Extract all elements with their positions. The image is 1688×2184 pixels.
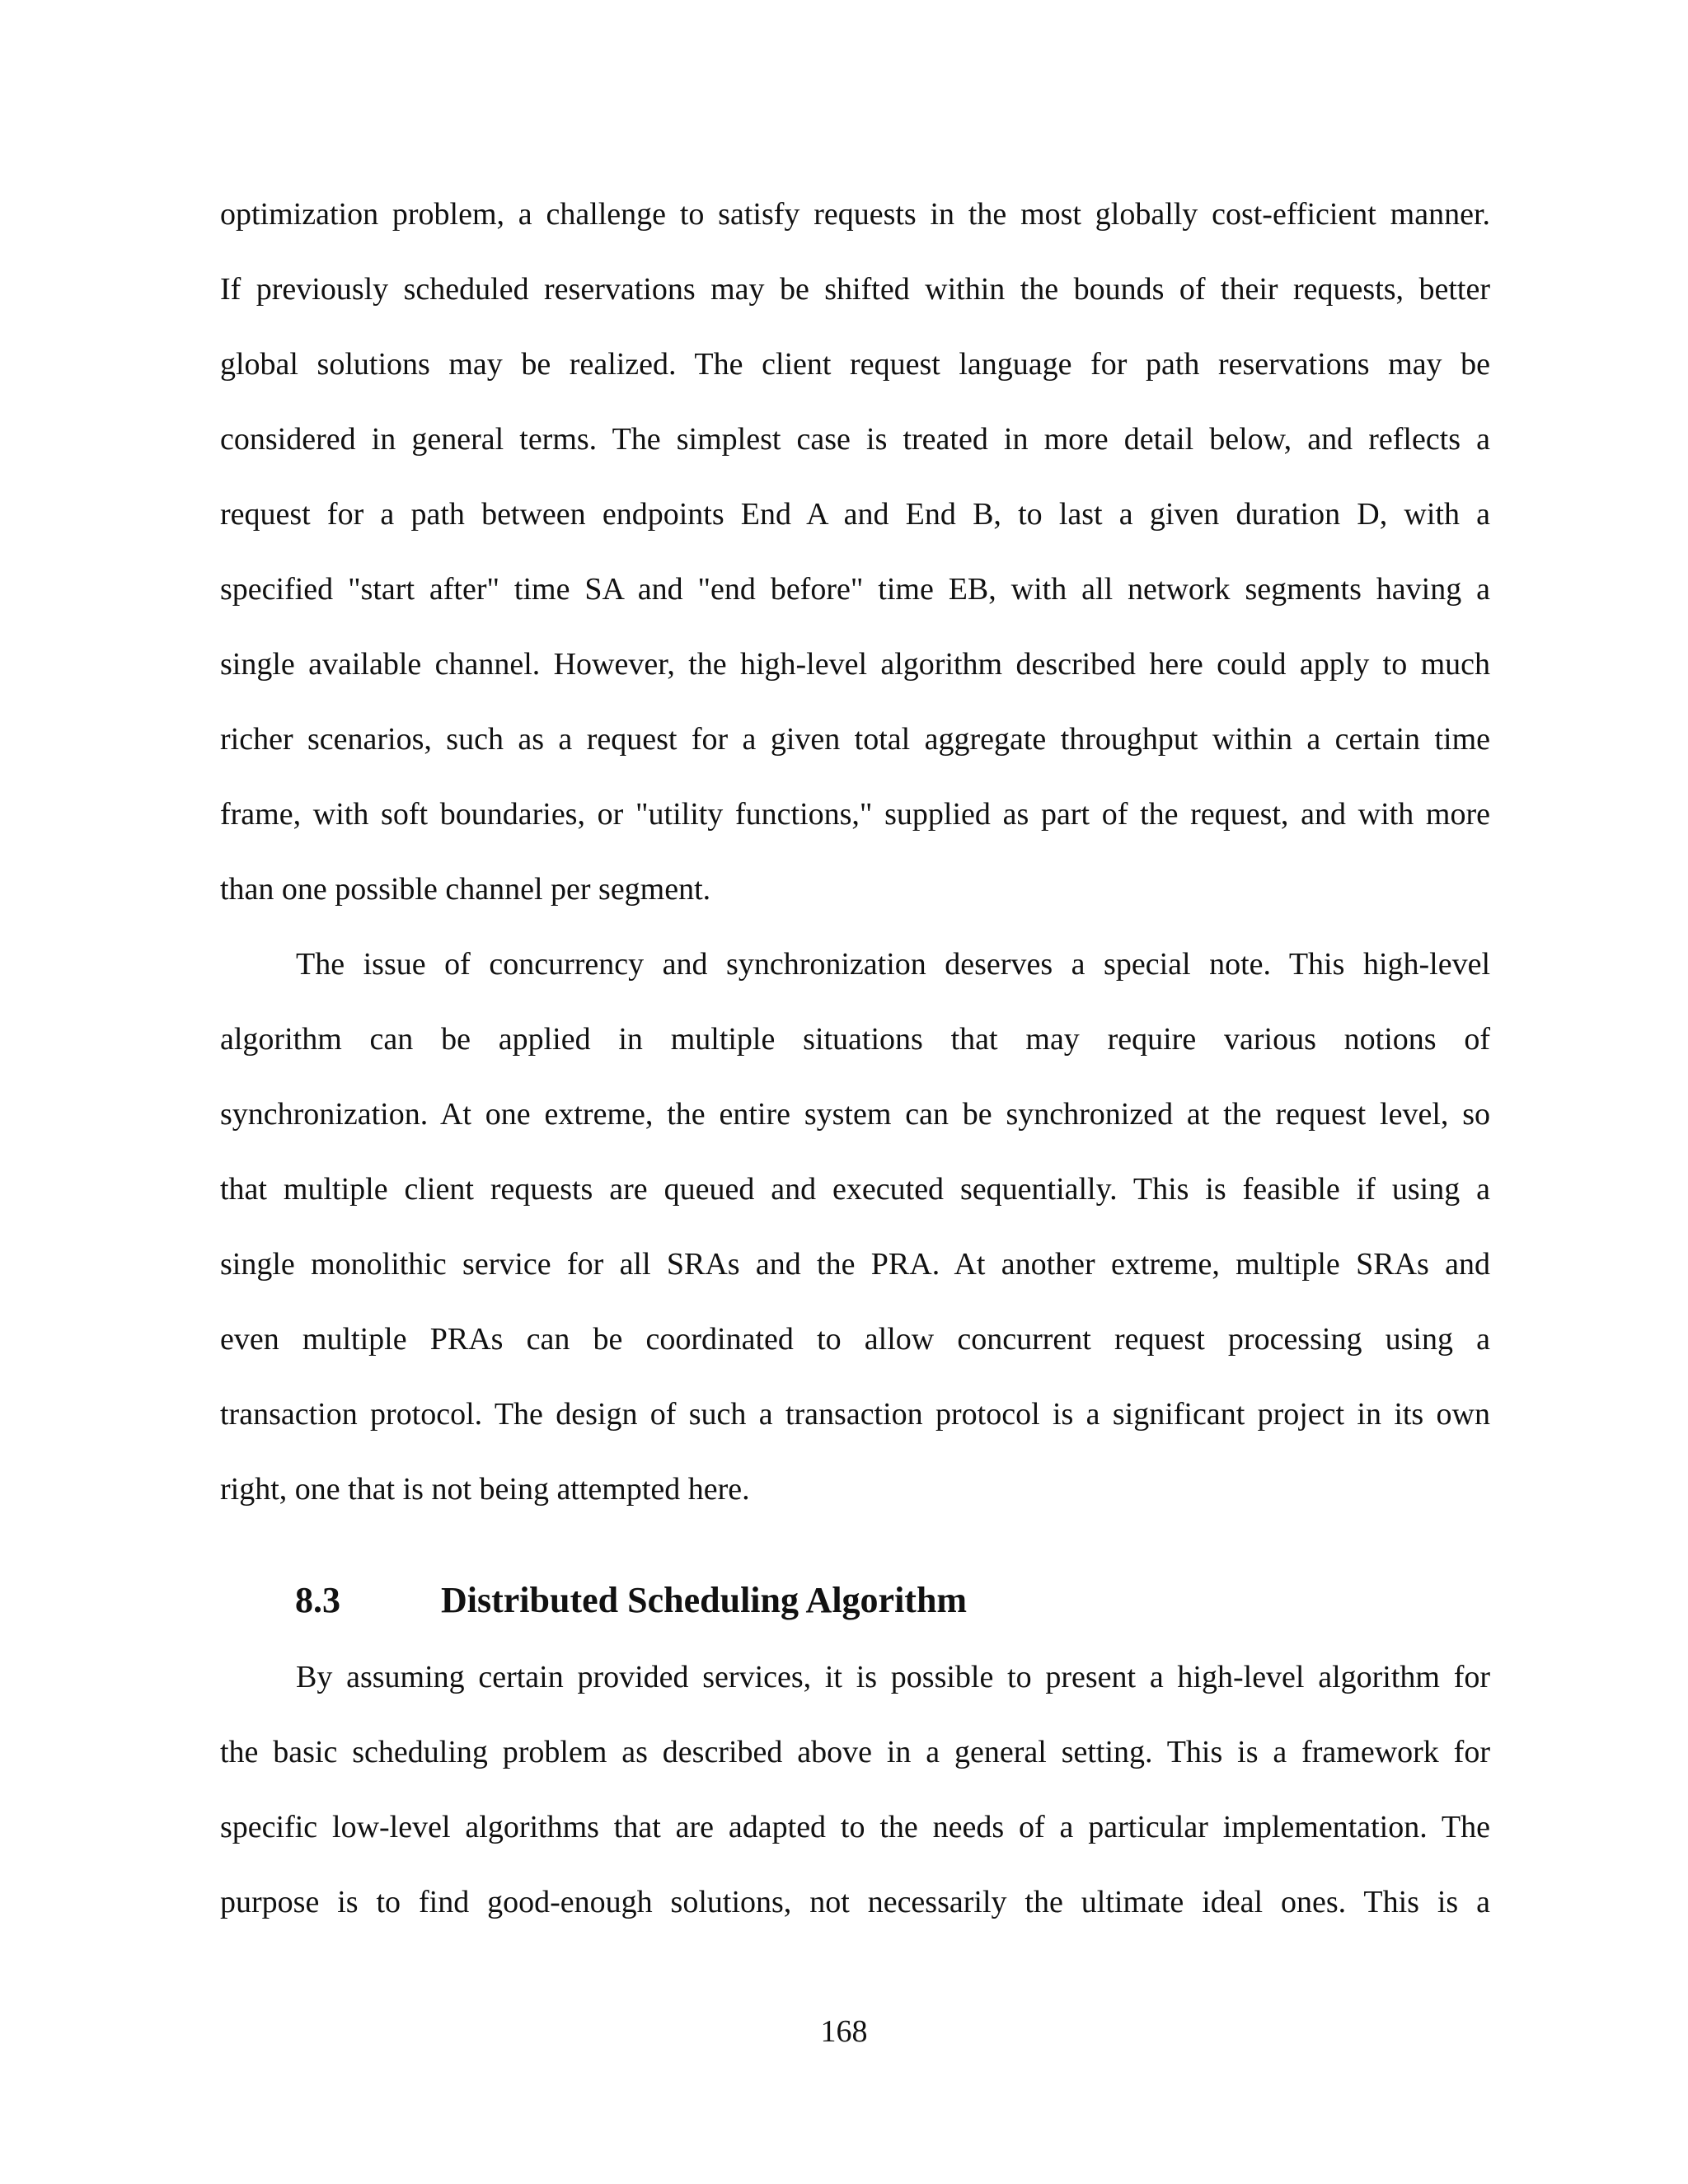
text-line: global solutions may be realized. The client request language for path reservations may be: [220, 347, 1490, 382]
text-line: considered in general terms. The simplest case is treated in more detail below, and reflects a: [220, 422, 1490, 457]
text-line: optimization problem, a challenge to satisfy requests in the most globally cost-efficient manner.: [220, 197, 1490, 232]
text-line: single available channel. However, the high-level algorithm described here could apply to much: [220, 647, 1490, 682]
text-line: frame, with soft boundaries, or "utility functions," supplied as part of the request, and with more: [220, 797, 1490, 832]
text-line: richer scenarios, such as a request for a given total aggregate throughput within a certain time: [220, 722, 1490, 757]
text-line: even multiple PRAs can be coordinated to allow concurrent request processing using a: [220, 1322, 1490, 1357]
page-number: 168: [820, 2014, 868, 2049]
section-number: 8.3: [295, 1580, 340, 1620]
section-heading: [295, 1576, 967, 1625]
text-line: specified "start after" time SA and "end before" time EB, with all network segments having a: [220, 572, 1490, 607]
text-line: specific low-level algorithms that are adapted to the needs of a particular implementation. The: [220, 1810, 1490, 1844]
paragraph-concurrency: [220, 927, 1490, 1527]
text-line: The issue of concurrency and synchronization deserves a special note. This high-level: [296, 947, 1490, 982]
paragraph-algorithm: [220, 1640, 1490, 1940]
text-line: synchronization. At one extreme, the entire system can be synchronized at the request level, so: [220, 1097, 1490, 1132]
text-line: By assuming certain provided services, it is possible to present a high-level algorithm for: [296, 1660, 1490, 1694]
text-line: transaction protocol. The design of such a transaction protocol is a significant project in its own: [220, 1397, 1490, 1432]
section-title: Distributed Scheduling Algorithm: [441, 1580, 968, 1620]
text-line: purpose is to find good-enough solutions, not necessarily the ultimate ideal ones. This is a: [220, 1885, 1490, 1919]
text-line: algorithm can be applied in multiple situations that may require various notions of: [220, 1022, 1490, 1057]
text-line: that multiple client requests are queued and executed sequentially. This is feasible if using a: [220, 1172, 1490, 1207]
text-line: If previously scheduled reservations may be shifted within the bounds of their requests, better: [220, 272, 1490, 307]
text-line: request for a path between endpoints End A and End B, to last a given duration D, with a: [220, 497, 1490, 532]
text-line: than one possible channel per segment.: [220, 872, 711, 907]
text-line: the basic scheduling problem as described above in a general setting. This is a framework for: [220, 1735, 1490, 1769]
text-line: right, one that is not being attempted here.: [220, 1472, 750, 1507]
text-line: single monolithic service for all SRAs and the PRA. At another extreme, multiple SRAs and: [220, 1247, 1490, 1282]
paragraph-optimization: [220, 177, 1490, 927]
